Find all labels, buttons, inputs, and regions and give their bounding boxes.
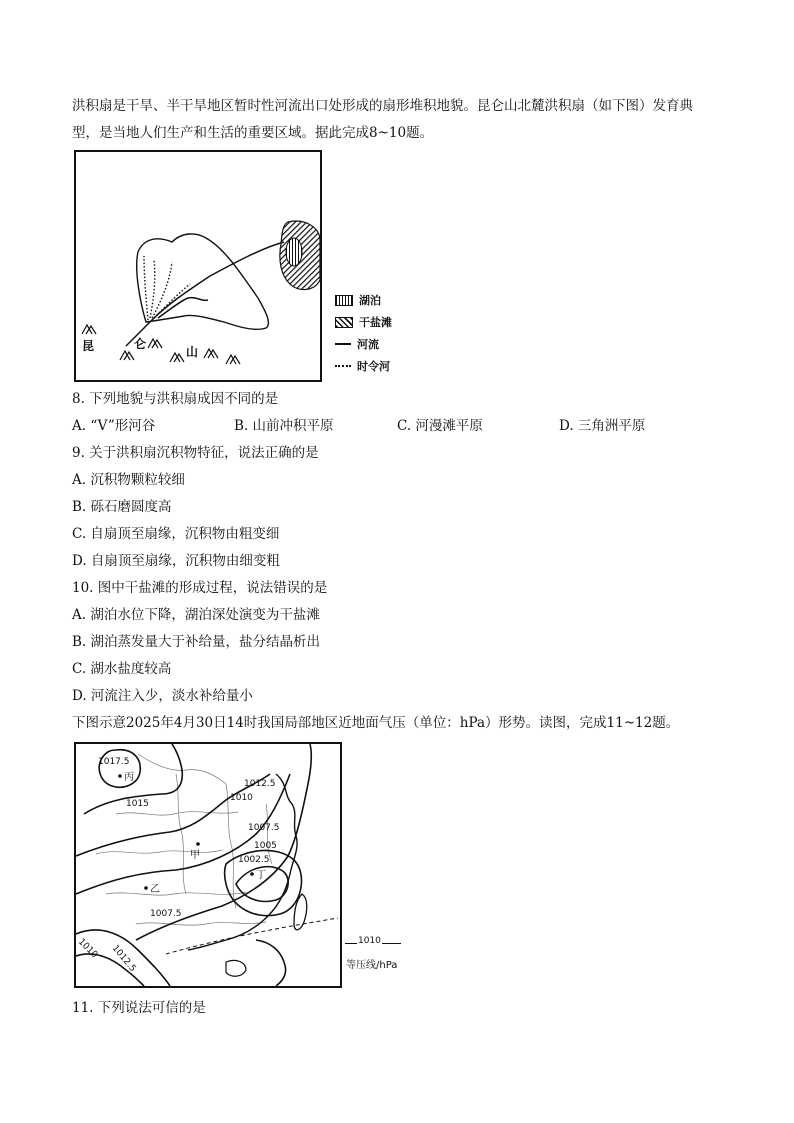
isobar-label-9: 1012.5 xyxy=(109,943,138,975)
q10-option-c: C. 湖水盐度较高 xyxy=(72,661,172,677)
isobar-label-6: 1005 xyxy=(254,841,277,851)
q8-option-b: B. 山前冲积平原 xyxy=(234,418,334,434)
isobar-label-1: 1017.5 xyxy=(98,757,130,767)
place-yi: 乙 xyxy=(150,884,160,895)
isobar-legend-label: 等压线/hPa xyxy=(346,960,398,971)
q8-option-c: C. 河漫滩平原 xyxy=(397,418,483,434)
q9-option-b: B. 砾石磨圆度高 xyxy=(72,499,172,515)
isobar-label-5: 1007.5 xyxy=(248,823,280,833)
alluvial-fan-svg xyxy=(76,152,320,380)
place-ding: 丁 xyxy=(256,870,266,881)
place-yi-dot xyxy=(144,886,148,890)
isobar-legend-value: 1010 xyxy=(358,936,381,946)
isobar-label-8: 1007.5 xyxy=(150,909,182,919)
legend-salt-flat-label: 干盐滩 xyxy=(359,316,392,329)
legend-lake xyxy=(335,292,381,308)
isobar-label-7: 1002.5 xyxy=(238,855,270,865)
place-jia-dot xyxy=(196,842,200,846)
seasonal-river-1 xyxy=(144,256,148,320)
q10-stem: 10. 图中干盐滩的形成过程，说法错误的是 xyxy=(72,580,328,596)
isobar-label-2: 1015 xyxy=(126,799,149,809)
legend-seasonal-river xyxy=(335,358,390,374)
place-ding-dot xyxy=(250,872,254,876)
isobar-label-10: 1010 xyxy=(76,937,100,961)
q9-stem: 9. 关于洪积扇沉积物特征，说法正确的是 xyxy=(72,445,319,461)
place-bing: 丙 xyxy=(124,772,134,783)
q9-option-a: A. 沉积物颗粒较细 xyxy=(72,472,185,488)
q10-option-d: D. 河流注入少，淡水补给量小 xyxy=(72,688,253,704)
q8-option-d: D. 三角洲平原 xyxy=(559,418,646,434)
mountain-label-3: 山 xyxy=(186,345,199,359)
taiwan-shape xyxy=(294,894,307,930)
q8-stem: 8. 下列地貌与洪积扇成因不同的是 xyxy=(72,391,279,407)
river-line-icon xyxy=(335,343,351,345)
legend-river-label: 河流 xyxy=(357,338,379,351)
seasonal-river-2 xyxy=(150,260,155,318)
place-bing-dot xyxy=(118,774,122,778)
lake-swatch-icon xyxy=(335,295,353,306)
legend-lake-label: 湖泊 xyxy=(359,294,381,307)
isobar-label-4: 1010 xyxy=(230,793,253,803)
intro-line-2: 型，是当地人们生产和生活的重要区域。据此完成8~10题。 xyxy=(72,125,434,141)
mountain-label-1: 昆 xyxy=(82,339,95,353)
legend-seasonal-river-label: 时令河 xyxy=(357,360,390,373)
mountain-icons xyxy=(82,325,240,364)
q9-option-d: D. 自扇顶至扇缘，沉积物由细变粗 xyxy=(72,553,280,569)
q10-option-a: A. 湖泊水位下降，湖泊深处演变为干盐滩 xyxy=(72,607,320,623)
lake-shape xyxy=(286,238,302,266)
q8-option-a: A. “V”形河谷 xyxy=(72,418,156,434)
q10-option-b: B. 湖泊蒸发量大于补给量，盐分结晶析出 xyxy=(72,634,321,650)
legend-river xyxy=(335,336,379,352)
intro-line-1: 洪积扇是干旱、半干旱地区暂时性河流出口处形成的扇形堆积地貌。昆仑山北麓洪积扇（如下图）发育典 xyxy=(72,98,693,114)
salt-flat-swatch-icon xyxy=(335,317,353,328)
isobar-map-svg xyxy=(76,744,340,986)
seasonal-river-line-icon xyxy=(335,365,351,367)
hainan-shape xyxy=(226,960,246,976)
isobar-legend-line xyxy=(345,936,401,950)
isobar-label-3: 1012.5 xyxy=(244,779,276,789)
q11-stem: 11. 下列说法可信的是 xyxy=(72,1000,206,1016)
mountain-label-2: 仑 xyxy=(134,337,147,351)
alluvial-fan-map xyxy=(74,150,322,382)
legend-salt-flat xyxy=(335,314,392,330)
q9-option-c: C. 自扇顶至扇缘，沉积物由粗变细 xyxy=(72,526,280,542)
intro-2: 下图示意2025年4月30日14时我国局部地区近地面气压（单位：hPa）形势。读图，完成11~12题。 xyxy=(72,715,680,731)
isobar-map xyxy=(74,742,342,988)
place-jia: 甲 xyxy=(190,850,200,861)
main-river xyxy=(126,242,284,346)
